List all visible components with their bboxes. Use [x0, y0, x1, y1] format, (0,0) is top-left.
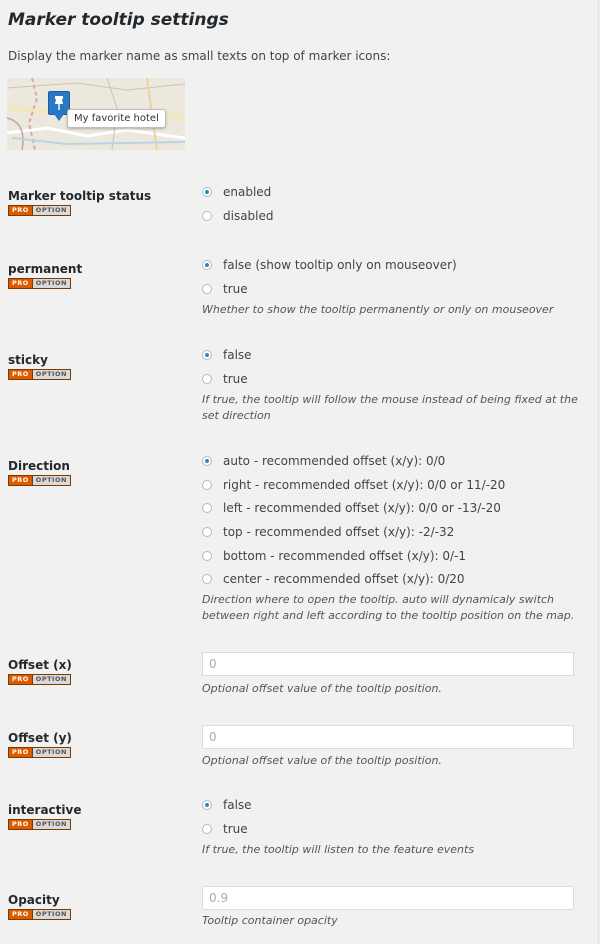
setting-label: Marker tooltip status [8, 189, 152, 203]
radio-label: disabled [223, 208, 274, 223]
radio-button[interactable] [202, 374, 212, 384]
radio-group [202, 253, 582, 318]
badge-pro-text: PRO [9, 675, 32, 684]
badge-pro-text: PRO [9, 370, 32, 379]
badge-pro-text: PRO [9, 820, 32, 829]
radio-option-top[interactable] [202, 520, 582, 544]
radio-button[interactable] [202, 456, 212, 466]
pro-option-badge [8, 369, 71, 380]
radio-option-auto[interactable] [202, 449, 582, 473]
radio-option-enabled[interactable] [202, 180, 274, 204]
pro-option-badge [8, 205, 71, 216]
pro-option-badge [8, 475, 71, 486]
setting-label: Opacity [8, 893, 60, 907]
radio-label: bottom - recommended offset (x/y): 0/-1 [223, 548, 467, 563]
radio-option-center[interactable] [202, 567, 582, 591]
badge-option-text: OPTION [32, 370, 70, 379]
marker-pointer [54, 114, 64, 121]
radio-option-true[interactable] [202, 367, 582, 391]
offset-x-input[interactable]: 0 [202, 652, 574, 676]
radio-button[interactable] [202, 187, 212, 197]
radio-option-true[interactable] [202, 817, 582, 841]
offset-y-input[interactable]: 0 [202, 725, 574, 749]
radio-group [202, 449, 582, 624]
setting-description: Optional offset value of the tooltip position. [202, 682, 442, 695]
radio-label: enabled [223, 184, 272, 199]
radio-label: center - recommended offset (x/y): 0/20 [223, 572, 465, 587]
radio-group [202, 180, 274, 227]
setting-description: Optional offset value of the tooltip position. [202, 754, 442, 767]
page-title: Marker tooltip settings [8, 10, 229, 30]
radio-option-false[interactable] [202, 343, 582, 367]
radio-button[interactable] [202, 480, 212, 490]
tooltip-sample: My favorite hotel [67, 109, 166, 128]
radio-label: false [223, 347, 252, 362]
radio-button[interactable] [202, 350, 212, 360]
radio-button[interactable] [202, 574, 212, 584]
radio-button[interactable] [202, 503, 212, 513]
radio-group [202, 343, 582, 424]
pro-option-badge [8, 819, 71, 830]
badge-option-text: OPTION [32, 279, 70, 288]
radio-option-bottom[interactable] [202, 544, 582, 568]
pro-option-badge [8, 674, 71, 685]
setting-label: Offset (y) [8, 731, 72, 745]
setting-description: Direction where to open the tooltip. auto will dynamicaly switch between right and left according to the tooltip position on the map. [202, 593, 575, 623]
radio-button[interactable] [202, 284, 212, 294]
setting-label: Offset (x) [8, 658, 72, 672]
radio-label: true [223, 821, 248, 836]
badge-pro-text: PRO [9, 910, 32, 919]
intro-text: Display the marker name as small texts on top of marker icons: [8, 49, 391, 63]
setting-label: permanent [8, 262, 83, 276]
radio-option-false[interactable] [202, 253, 582, 277]
setting-label: Direction [8, 459, 70, 473]
radio-button[interactable] [202, 551, 212, 561]
radio-label: right - recommended offset (x/y): 0/0 or 11/-20 [223, 477, 506, 492]
radio-label: true [223, 371, 248, 386]
tooltip-preview-image [7, 78, 185, 150]
badge-pro-text: PRO [9, 206, 32, 215]
radio-label: false [223, 797, 252, 812]
badge-option-text: OPTION [32, 820, 70, 829]
radio-label: false (show tooltip only on mouseover) [223, 257, 457, 272]
pro-option-badge [8, 747, 71, 758]
radio-label: left - recommended offset (x/y): 0/0 or -13/-20 [223, 501, 501, 516]
setting-description: Tooltip container opacity [202, 914, 338, 927]
setting-label: sticky [8, 353, 48, 367]
badge-pro-text: PRO [9, 748, 32, 757]
setting-description: Whether to show the tooltip permanently or only on mouseover [202, 303, 554, 317]
setting-description: If true, the tooltip will listen to the feature events [202, 843, 475, 857]
pro-option-badge [8, 909, 71, 920]
pro-option-badge [8, 278, 71, 289]
opacity-input[interactable]: 0.9 [202, 886, 574, 910]
pushpin-icon [49, 92, 69, 114]
badge-option-text: OPTION [32, 206, 70, 215]
radio-button[interactable] [202, 824, 212, 834]
radio-option-disabled[interactable] [202, 204, 274, 228]
radio-option-true[interactable] [202, 277, 582, 301]
badge-option-text: OPTION [32, 675, 70, 684]
radio-option-right[interactable] [202, 473, 582, 497]
radio-group [202, 793, 582, 858]
radio-label: true [223, 281, 248, 296]
radio-label: top - recommended offset (x/y): -2/-32 [223, 524, 455, 539]
badge-option-text: OPTION [32, 476, 70, 485]
radio-option-false[interactable] [202, 793, 582, 817]
radio-button[interactable] [202, 211, 212, 221]
radio-button[interactable] [202, 800, 212, 810]
badge-pro-text: PRO [9, 279, 32, 288]
radio-option-left[interactable] [202, 496, 582, 520]
badge-option-text: OPTION [32, 748, 70, 757]
radio-button[interactable] [202, 527, 212, 537]
badge-pro-text: PRO [9, 476, 32, 485]
radio-button[interactable] [202, 260, 212, 270]
radio-label: auto - recommended offset (x/y): 0/0 [223, 453, 446, 468]
setting-label: interactive [8, 803, 82, 817]
setting-description: If true, the tooltip will follow the mouse instead of being fixed at the set direction [202, 393, 578, 423]
badge-option-text: OPTION [32, 910, 70, 919]
